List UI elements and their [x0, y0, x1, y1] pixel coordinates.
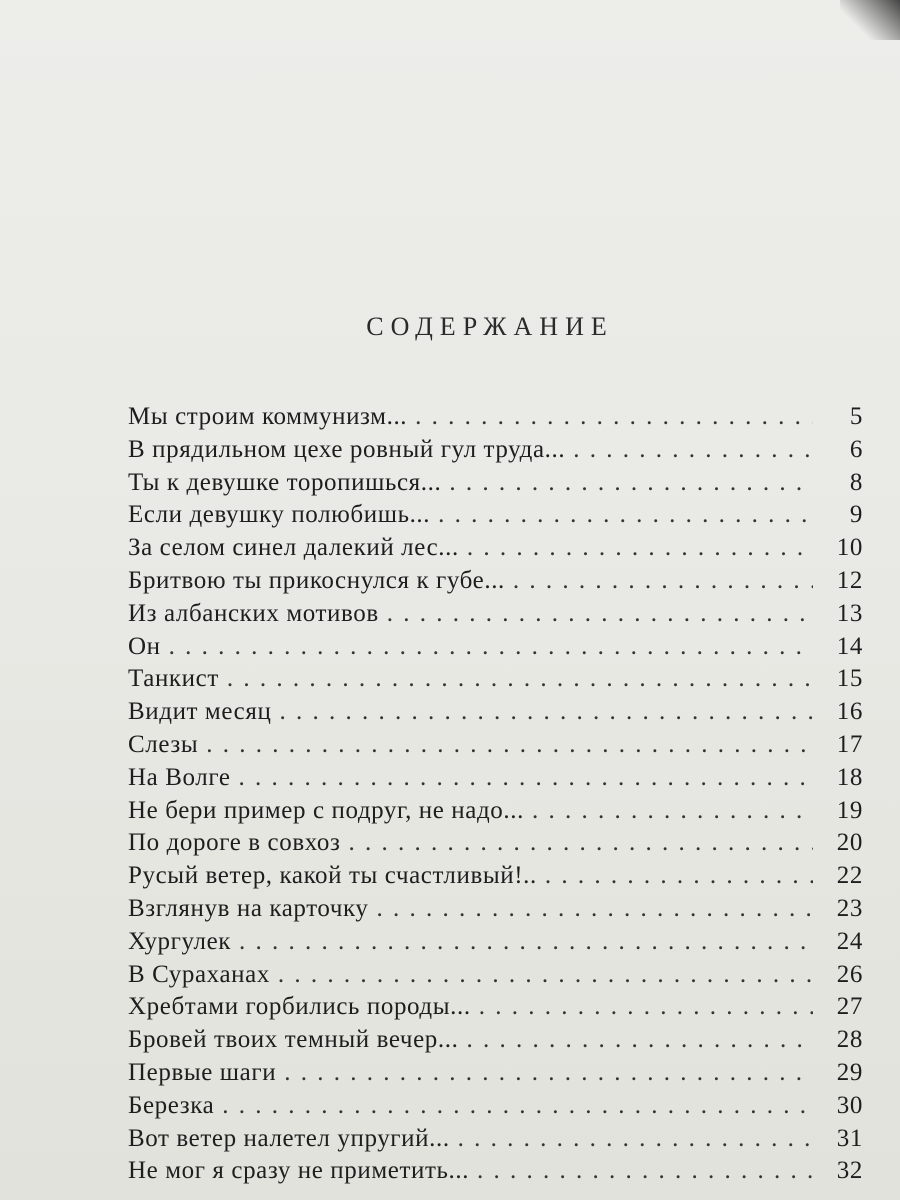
- toc-dot-leader: [438, 501, 813, 529]
- toc-entry-title: Видит месяц: [128, 698, 272, 726]
- toc-entry-title: Если девушку полюбишь...: [128, 501, 431, 529]
- toc-page-number: 15: [836, 665, 863, 693]
- toc-page-number: 8: [849, 468, 863, 496]
- toc-page-number: 26: [836, 960, 863, 988]
- toc-entry-title: Бритвою ты прикоснулся к губе...: [128, 566, 505, 594]
- page-corner-shadow: [840, 0, 900, 40]
- toc-page-number: 30: [836, 1091, 863, 1119]
- toc-dot-leader: [458, 1125, 813, 1153]
- toc-entry: [128, 829, 863, 862]
- toc-dot-leader: [477, 1157, 813, 1185]
- toc-entry: [128, 895, 863, 928]
- toc-entry-title: По дороге в совхоз: [128, 829, 341, 857]
- toc-entry: [128, 731, 863, 764]
- toc-entry-title: Он: [128, 632, 161, 660]
- toc-dot-leader: [513, 567, 813, 595]
- toc-dot-leader: [479, 993, 813, 1021]
- toc-entry: [128, 928, 863, 961]
- toc-entry-title: Бровей твоих темный вечер...: [128, 1026, 459, 1054]
- toc-entry: [128, 436, 863, 469]
- toc-page-number: 29: [836, 1058, 863, 1086]
- toc-entry-title: Вот ветер налетел упругий...: [128, 1124, 450, 1152]
- toc-dot-leader: [545, 862, 813, 890]
- toc-dot-leader: [227, 665, 813, 693]
- toc-entry: [128, 1157, 863, 1190]
- toc-dot-leader: [222, 1092, 813, 1120]
- toc-page-number: 24: [836, 927, 863, 955]
- toc-entry: [128, 797, 863, 830]
- toc-entry: [128, 1092, 863, 1125]
- toc-dot-leader: [377, 895, 813, 923]
- toc-entry: [128, 469, 863, 502]
- toc-entry-title: Хребтами горбились породы...: [128, 993, 471, 1021]
- toc-entry: [128, 501, 863, 534]
- toc-dot-leader: [284, 1059, 813, 1087]
- toc-page-number: 22: [836, 862, 863, 890]
- table-of-contents-list: [128, 403, 863, 1190]
- toc-entry-title: Не мог я сразу не приметить...: [128, 1157, 470, 1185]
- toc-dot-leader: [532, 797, 813, 825]
- toc-dot-leader: [239, 764, 813, 792]
- table-of-contents-title: СОДЕРЖАНИЕ: [366, 312, 614, 341]
- toc-dot-leader: [467, 534, 813, 562]
- toc-page-number: 27: [836, 993, 863, 1021]
- toc-dot-leader: [206, 731, 813, 759]
- toc-entry: [128, 534, 863, 567]
- toc-entry: [128, 993, 863, 1026]
- toc-dot-leader: [239, 928, 813, 956]
- toc-page-number: 28: [836, 1026, 863, 1054]
- toc-entry-title: Первые шаги: [128, 1058, 277, 1086]
- toc-entry-title: В Сураханах: [128, 960, 270, 988]
- toc-entry: [128, 1059, 863, 1092]
- toc-entry-title: Взглянув на карточку: [128, 894, 369, 922]
- toc-page-number: 20: [836, 829, 863, 857]
- toc-entry: [128, 665, 863, 698]
- toc-entry-title: Ты к девушке торопишься...: [128, 468, 442, 496]
- toc-entry: [128, 567, 863, 600]
- toc-entry-title: Слезы: [128, 730, 199, 758]
- toc-page-number: 14: [836, 632, 863, 660]
- toc-page-number: 18: [836, 763, 863, 791]
- toc-entry-title: Танкист: [128, 665, 219, 693]
- toc-entry-title: В прядильном цехе ровный гул труда...: [128, 435, 566, 463]
- toc-page-number: 19: [836, 796, 863, 824]
- toc-entry-title: Хургулек: [128, 927, 232, 955]
- toc-entry: [128, 764, 863, 797]
- toc-dot-leader: [279, 698, 813, 726]
- toc-dot-leader: [387, 600, 813, 628]
- toc-entry-title: Не бери пример с подруг, не надо...: [128, 796, 524, 824]
- toc-dot-leader: [348, 829, 813, 857]
- toc-page-number: 23: [836, 894, 863, 922]
- toc-dot-leader: [573, 436, 813, 464]
- toc-entry-title: Березка: [128, 1091, 215, 1119]
- toc-dot-leader: [449, 469, 813, 497]
- toc-entry-title: На Волге: [128, 763, 231, 791]
- toc-page-number: 16: [836, 698, 863, 726]
- toc-dot-leader: [169, 633, 813, 661]
- toc-entry: [128, 1026, 863, 1059]
- toc-entry: [128, 961, 863, 994]
- toc-entry: [128, 862, 863, 895]
- toc-entry-title: Русый ветер, какой ты счастливый!..: [128, 862, 537, 890]
- toc-page-number: 6: [849, 435, 863, 463]
- toc-entry-title: Мы строим коммунизм...: [128, 403, 408, 430]
- toc-entry-title: Из албанских мотивов: [128, 599, 379, 627]
- toc-dot-leader: [466, 1026, 813, 1054]
- toc-entry-title: За селом синел далекий лес...: [128, 534, 459, 562]
- toc-page-number: 17: [836, 730, 863, 758]
- toc-dot-leader: [415, 403, 813, 431]
- toc-page-number: 31: [836, 1124, 863, 1152]
- toc-page-number: 32: [836, 1157, 863, 1185]
- toc-page-number: 9: [849, 501, 863, 529]
- toc-page-number: 13: [836, 599, 863, 627]
- toc-page-number: 12: [836, 566, 863, 594]
- toc-page-number: 10: [836, 534, 863, 562]
- toc-entry: [128, 1125, 863, 1158]
- toc-entry: [128, 600, 863, 633]
- toc-entry: [128, 633, 863, 666]
- toc-entry: [128, 403, 863, 436]
- toc-dot-leader: [278, 961, 813, 989]
- toc-page-number: 5: [849, 403, 863, 430]
- toc-entry: [128, 698, 863, 731]
